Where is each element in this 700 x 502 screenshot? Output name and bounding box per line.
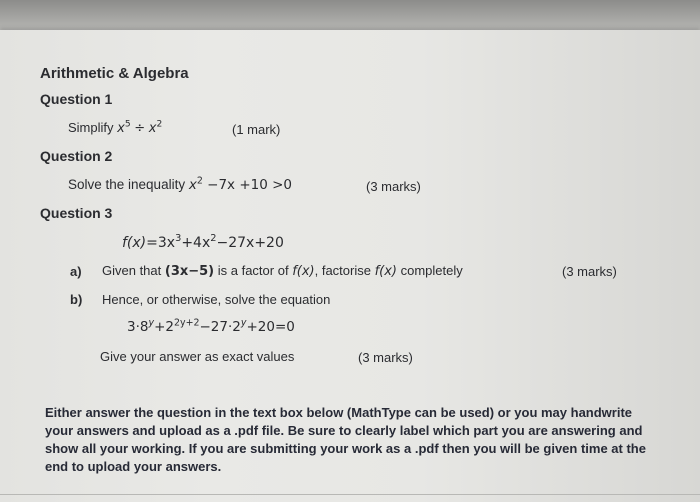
page-bottom-edge [0,494,700,495]
question-2-prompt: Solve the inequality $x^2 -7x +10 >0$ [68,175,293,193]
question-3-function: $f(x)=3x^3+4x^2-27x+20$ [122,233,284,251]
photo-background [0,0,700,32]
question-1-heading: Question 1 [40,91,113,107]
part-a-marks: (3 marks) [562,264,617,279]
question-3-heading: Question 3 [40,205,113,221]
question-1-marks: (1 mark) [232,122,281,137]
part-b-text: Hence, or otherwise, solve the equation [102,292,331,307]
question-2-marks: (3 marks) [366,179,421,194]
part-a-label: a) [70,264,82,279]
question-2-heading: Question 2 [40,148,113,164]
part-a-text: Given that (3x−5) is a factor of f(x), factorise f(x) completely [102,263,463,279]
part-b-equation: $3\cdot 8^y+2^{2y+2}-27\cdot 2^y+20=0$ [127,317,295,335]
part-b-note: Give your answer as exact values [100,349,295,364]
part-b-marks: (3 marks) [358,350,413,365]
part-b-label: b) [70,292,83,307]
submission-instructions: Either answer the question in the text box below (MathType can be used) or you may handwrite your answers and upload as a .pdf file. Be sure to clearly label which part you are answering and show all your working. If you are submitting your work as a .pdf then you will be given time at the end to upload your answers. [45,405,646,474]
section-title: Arithmetic & Algebra [40,65,189,82]
question-1-prompt: Simplify $x^5 \div x^2$ [68,119,163,136]
